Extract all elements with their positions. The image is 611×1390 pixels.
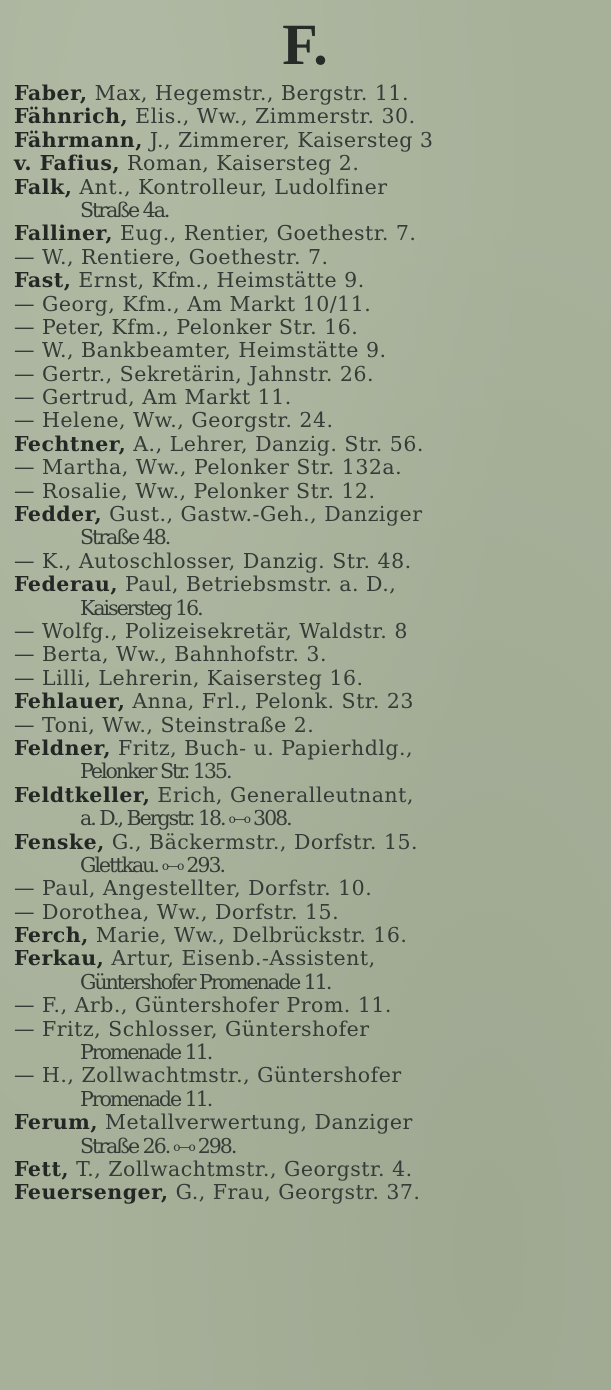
entry-first-line bbox=[14, 901, 594, 924]
entry-first-line bbox=[14, 316, 594, 339]
entry-first-line bbox=[14, 105, 594, 128]
entry-continuation-line bbox=[14, 760, 594, 783]
entry-details: T., Zollwachtmstr., Georgstr. 4. bbox=[69, 1156, 413, 1181]
entry-continuation-line bbox=[14, 597, 594, 620]
entry-details: Roman, Kaisersteg 2. bbox=[120, 151, 360, 176]
entry-first-line bbox=[14, 550, 594, 573]
entry-first-line bbox=[14, 339, 594, 362]
entry-continuation-text: Straße 4a. bbox=[80, 197, 169, 222]
directory-entry bbox=[14, 269, 594, 292]
entry-surname: Fährmann, bbox=[14, 127, 143, 152]
entry-details: Max, Hegemstr., Bergstr. 11. bbox=[87, 81, 409, 105]
entry-continuation-text: Promenade 11. bbox=[80, 1086, 212, 1111]
entry-surname: v. Fafius, bbox=[14, 151, 121, 176]
directory-entry-list bbox=[14, 82, 594, 1205]
entry-details: — Dorothea, Ww., Dorfstr. 15. bbox=[14, 899, 340, 924]
entry-first-line bbox=[14, 1181, 594, 1204]
telephone-number: 298. bbox=[197, 1133, 236, 1158]
entry-continuation-line bbox=[14, 1041, 594, 1064]
entry-surname: Ferch, bbox=[14, 923, 89, 948]
entry-surname: Fast, bbox=[14, 268, 72, 293]
entry-first-line bbox=[14, 924, 594, 947]
entry-details: — Lilli, Lehrerin, Kaisersteg 16. bbox=[14, 665, 364, 690]
entry-first-line bbox=[14, 82, 594, 105]
telephone-icon: o—o bbox=[228, 812, 250, 827]
entry-details: Ernst, Kfm., Heimstätte 9. bbox=[71, 268, 365, 293]
entry-first-line bbox=[14, 643, 594, 666]
entry-surname: Falk, bbox=[14, 174, 73, 199]
entry-continuation-text: Pelonker Str. 135. bbox=[80, 759, 231, 784]
entry-first-line bbox=[14, 784, 594, 807]
directory-entry bbox=[14, 1181, 594, 1204]
entry-surname: Federau, bbox=[14, 572, 118, 597]
entry-continuation-text: Straße 26. bbox=[80, 1133, 170, 1158]
entry-details: A., Lehrer, Danzig. Str. 56. bbox=[126, 431, 424, 456]
entry-first-line bbox=[14, 152, 594, 175]
directory-entry bbox=[14, 901, 594, 924]
entry-first-line bbox=[14, 714, 594, 737]
directory-entry bbox=[14, 924, 594, 947]
telephone-icon: o—o bbox=[173, 1139, 194, 1154]
entry-details: Ant., Kontrolleur, Ludolfiner bbox=[72, 174, 388, 199]
directory-entry bbox=[14, 363, 594, 386]
directory-entry bbox=[14, 456, 594, 479]
entry-details: Fritz, Buch- u. Papierhdlg., bbox=[111, 735, 414, 760]
directory-entry bbox=[14, 82, 594, 105]
entry-surname: Fechtner, bbox=[14, 431, 127, 456]
directory-entry bbox=[14, 293, 594, 316]
directory-entry bbox=[14, 1158, 594, 1181]
directory-entry bbox=[14, 176, 594, 223]
entry-continuation-line bbox=[14, 971, 594, 994]
entry-details: — Paul, Angestellter, Dorfstr. 10. bbox=[14, 876, 373, 901]
entry-continuation-line bbox=[14, 807, 594, 830]
directory-entry bbox=[14, 503, 594, 550]
directory-entry bbox=[14, 480, 594, 503]
entry-details: — F., Arb., Güntershofer Prom. 11. bbox=[14, 993, 392, 1018]
entry-details: Paul, Betriebsmstr. a. D., bbox=[117, 572, 397, 597]
entry-first-line bbox=[14, 176, 594, 199]
entry-details: Gust., Gastw.-Geh., Danziger bbox=[102, 502, 423, 527]
entry-details: Elis., Ww., Zimmerstr. 30. bbox=[128, 104, 416, 129]
directory-entry bbox=[14, 877, 594, 900]
entry-surname: Ferkau, bbox=[14, 946, 105, 971]
entry-details: — Toni, Ww., Steinstraße 2. bbox=[14, 712, 315, 737]
entry-first-line bbox=[14, 503, 594, 526]
directory-entry bbox=[14, 246, 594, 269]
directory-entry bbox=[14, 105, 594, 128]
entry-details: Marie, Ww., Delbrückstr. 16. bbox=[88, 923, 408, 948]
entry-details: J., Zimmerer, Kaisersteg 3 bbox=[142, 127, 434, 152]
entry-surname: Falliner, bbox=[14, 221, 113, 246]
entry-continuation-text: Straße 48. bbox=[80, 525, 170, 550]
entry-first-line bbox=[14, 222, 594, 245]
entry-first-line bbox=[14, 456, 594, 479]
entry-surname: Fähnrich, bbox=[14, 104, 129, 129]
entry-first-line bbox=[14, 363, 594, 386]
entry-first-line bbox=[14, 667, 594, 690]
directory-entry bbox=[14, 573, 594, 620]
entry-details: — Rosalie, Ww., Pelonker Str. 12. bbox=[14, 478, 376, 503]
entry-surname: Faber, bbox=[14, 81, 88, 105]
entry-details: G., Bäckermstr., Dorfstr. 15. bbox=[104, 829, 419, 854]
entry-details: — Georg, Kfm., Am Markt 10/11. bbox=[14, 291, 372, 316]
entry-details: G., Frau, Georgstr. 37. bbox=[168, 1180, 421, 1205]
directory-entry bbox=[14, 784, 594, 831]
entry-surname: Fehlauer, bbox=[14, 689, 126, 714]
entry-details: Anna, Frl., Pelonk. Str. 23 bbox=[125, 689, 414, 714]
entry-surname: Ferum, bbox=[14, 1110, 99, 1135]
directory-entry bbox=[14, 1018, 594, 1065]
entry-continuation-line bbox=[14, 526, 594, 549]
entry-details: — Wolfg., Polizeisekretär, Waldstr. 8 bbox=[14, 618, 408, 643]
entry-continuation-text: Glettkau. bbox=[80, 852, 158, 877]
entry-details: — Fritz, Schlosser, Güntershofer bbox=[14, 1016, 370, 1041]
entry-details: Eug., Rentier, Goethestr. 7. bbox=[112, 221, 417, 246]
directory-entry bbox=[14, 690, 594, 713]
entry-surname: Fett, bbox=[14, 1156, 70, 1181]
entry-first-line bbox=[14, 737, 594, 760]
entry-first-line bbox=[14, 1158, 594, 1181]
entry-surname: Feuersenger, bbox=[14, 1180, 169, 1205]
directory-entry bbox=[14, 316, 594, 339]
entry-first-line bbox=[14, 947, 594, 970]
directory-entry bbox=[14, 339, 594, 362]
entry-continuation-line bbox=[14, 1088, 594, 1111]
entry-details: — K., Autoschlosser, Danzig. Str. 48. bbox=[14, 548, 412, 573]
directory-entry bbox=[14, 831, 594, 878]
entry-first-line bbox=[14, 246, 594, 269]
entry-continuation-text: a. D., Bergstr. 18. bbox=[80, 806, 225, 831]
entry-details: Artur, Eisenb.-Assistent, bbox=[104, 946, 376, 971]
entry-details: Metallverwertung, Danziger bbox=[98, 1110, 413, 1135]
telephone-number: 293. bbox=[186, 852, 225, 877]
entry-surname: Feldtkeller, bbox=[14, 782, 151, 807]
entry-details: — Helene, Ww., Georgstr. 24. bbox=[14, 408, 334, 433]
entry-first-line bbox=[14, 620, 594, 643]
directory-entry bbox=[14, 550, 594, 573]
directory-entry bbox=[14, 947, 594, 994]
entry-details: — W., Rentiere, Goethestr. 7. bbox=[14, 244, 329, 269]
telephone-number: 308. bbox=[253, 806, 291, 831]
directory-entry bbox=[14, 667, 594, 690]
directory-entry bbox=[14, 433, 594, 456]
directory-entry bbox=[14, 994, 594, 1017]
entry-details: — Gertrud, Am Markt 11. bbox=[14, 385, 292, 410]
entry-continuation-text: Promenade 11. bbox=[80, 1040, 212, 1065]
entry-first-line bbox=[14, 690, 594, 713]
entry-first-line bbox=[14, 994, 594, 1017]
entry-first-line bbox=[14, 293, 594, 316]
directory-entry bbox=[14, 152, 594, 175]
entry-first-line bbox=[14, 573, 594, 596]
directory-entry bbox=[14, 643, 594, 666]
entry-first-line bbox=[14, 877, 594, 900]
entry-details: — Martha, Ww., Pelonker Str. 132a. bbox=[14, 455, 403, 480]
entry-surname: Fenske, bbox=[14, 829, 105, 854]
entry-first-line bbox=[14, 480, 594, 503]
directory-entry bbox=[14, 1064, 594, 1111]
entry-continuation-line bbox=[14, 199, 594, 222]
directory-entry bbox=[14, 409, 594, 432]
entry-details: — W., Bankbeamter, Heimstätte 9. bbox=[14, 338, 387, 363]
directory-entry bbox=[14, 386, 594, 409]
entry-details: — Gertr., Sekretärin, Jahnstr. 26. bbox=[14, 361, 375, 386]
entry-continuation-text: Güntershofer Promenade 11. bbox=[80, 969, 331, 994]
entry-first-line bbox=[14, 129, 594, 152]
entry-first-line bbox=[14, 433, 594, 456]
entry-continuation-line bbox=[14, 1135, 594, 1158]
entry-first-line bbox=[14, 831, 594, 854]
directory-entry bbox=[14, 1111, 594, 1158]
entry-details: — H., Zollwachtmstr., Güntershofer bbox=[14, 1063, 402, 1088]
entry-details: — Berta, Ww., Bahnhofstr. 3. bbox=[14, 642, 327, 667]
entry-details: Erich, Generalleutnant, bbox=[150, 782, 414, 807]
directory-entry bbox=[14, 129, 594, 152]
directory-entry bbox=[14, 737, 594, 784]
directory-entry bbox=[14, 620, 594, 643]
entry-continuation-line bbox=[14, 854, 594, 877]
entry-surname: Feldner, bbox=[14, 735, 111, 760]
entry-surname: Fedder, bbox=[14, 502, 103, 527]
entry-first-line bbox=[14, 269, 594, 292]
entry-first-line bbox=[14, 1111, 594, 1134]
entry-first-line bbox=[14, 409, 594, 432]
directory-entry bbox=[14, 714, 594, 737]
entry-first-line bbox=[14, 1018, 594, 1041]
directory-entry bbox=[14, 222, 594, 245]
telephone-icon: o—o bbox=[161, 858, 183, 873]
entry-first-line bbox=[14, 386, 594, 409]
entry-first-line bbox=[14, 1064, 594, 1087]
entry-continuation-text: Kaisersteg 16. bbox=[80, 595, 202, 620]
section-letter-heading: F. bbox=[282, 12, 329, 77]
entry-details: — Peter, Kfm., Pelonker Str. 16. bbox=[14, 314, 359, 339]
